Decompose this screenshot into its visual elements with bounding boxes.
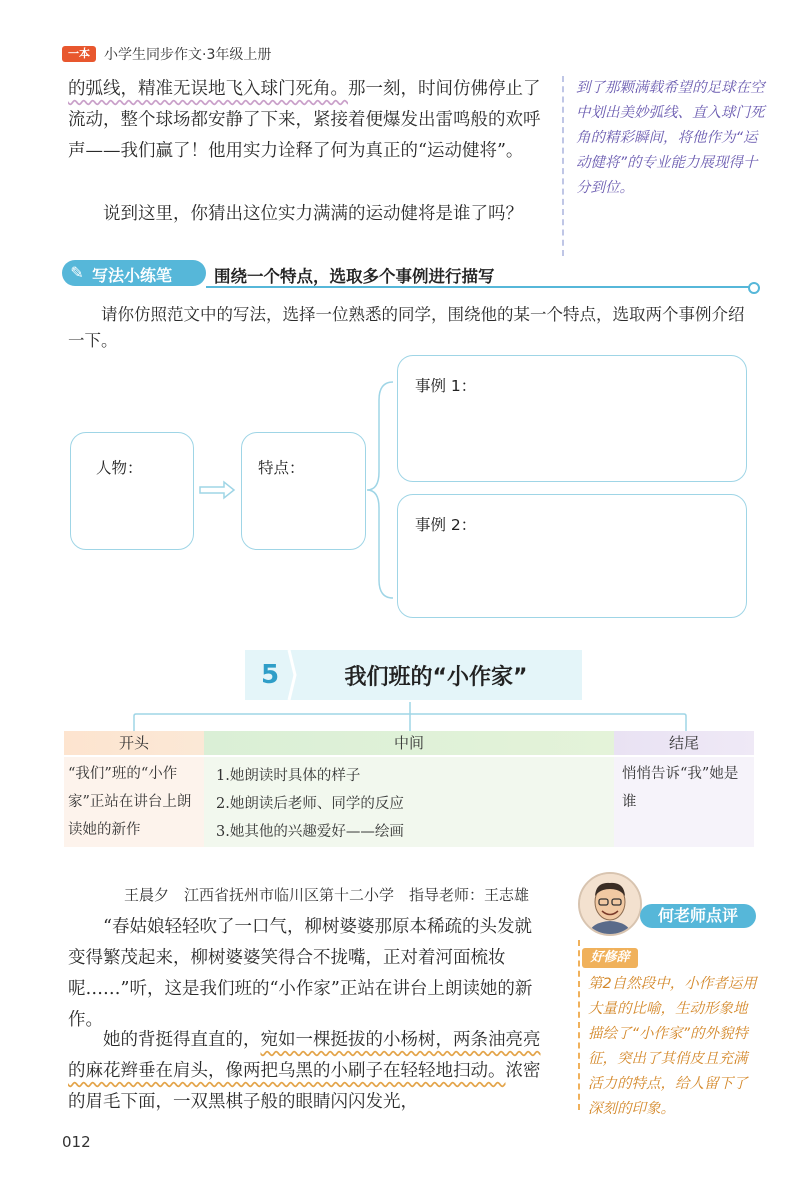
practice-rule-end: [748, 282, 760, 294]
feature-label: 特点：: [258, 459, 305, 477]
opening-text: “我们”班的“小作家”正站在讲台上朗读她的新作: [68, 766, 192, 838]
example-2-label: 事例 2：: [415, 516, 477, 534]
passage-text: 那一刻，时间仿佛停止了流动，整个球场都安静了下来，紧接着便爆发出雷鸣般的欢呼声——我们赢了！他用实力诠释了何为真正的“运动健将”。: [68, 79, 541, 161]
essay-paragraph-1: “春姑娘轻轻吹了一口气，柳树婆婆那原本稀疏的头发就变得繁茂起来，柳树婆婆笑得合不拢嘴，正对着河面梳妆呢……”听，这是我们班的“小作家”正站在讲台上朗读她的新作。: [68, 917, 533, 1030]
practice-rule: [206, 286, 752, 288]
brace-connector: [365, 380, 397, 600]
author-line: 王晨夕 江西省抚州市临川区第十二小学 指导老师：王志雄: [124, 886, 530, 904]
teacher-avatar: [578, 872, 642, 936]
passage-underlined: 的弧线，精准无误地飞入球门死角。: [68, 79, 348, 99]
side-annotation: 到了那颗满载希望的足球在空中划出美妙弧线、直入球门死角的精彩瞬间，将他作为“运动健将”的专业能力展现得十分到位。: [576, 80, 765, 196]
side-divider: [562, 76, 564, 256]
practice-instruction: 请你仿照范文中的写法，选择一位熟悉的同学，围绕他的某一个特点，选取两个事例介绍一下。: [68, 305, 745, 350]
comment-divider: [578, 940, 581, 1110]
person-label: 人物：: [96, 459, 143, 477]
passage-paragraph-2: 说到这里，你猜出这位实力满满的运动健将是谁了吗？: [103, 204, 523, 224]
ending-header: 结尾: [614, 731, 754, 755]
example-1-label: 事例 1：: [415, 377, 477, 395]
double-arrow-icon: [198, 480, 236, 500]
passage-paragraph-1: [68, 74, 548, 167]
practice-title: 围绕一个特点，选取多个事例进行描写: [214, 267, 495, 286]
opening-header: 开头: [64, 731, 204, 755]
person-box[interactable]: [70, 432, 194, 550]
pencil-icon: ✎: [70, 263, 84, 282]
section-number: 5: [260, 660, 280, 690]
comment-text: 第2自然段中，小作者运用大量的比喻，生动形象地描绘了“小作家”的外貌特征，突出了其俏皮且充满活力的特点，给人留下了深刻的印象。: [588, 976, 757, 1117]
middle-item: 3.她其他的兴趣爱好——绘画: [216, 824, 404, 840]
practice-label: 写法小练笔: [92, 266, 173, 285]
essay-text: 她的背挺得直直的，: [103, 1030, 261, 1050]
essay-underlined: 宛如一棵挺拔的小杨树，两条油亮亮的麻花辫垂在肩头，像两把乌黑的小刷子在轻轻地扫动。: [68, 1030, 541, 1081]
ending-text: 悄悄告诉“我”她是谁: [622, 766, 739, 810]
essay-text: 浓密的眉毛下面，一双黑棋子般的眼睛闪闪发光，: [68, 1061, 541, 1112]
middle-header: 中间: [204, 731, 614, 755]
page-number: 012: [62, 1133, 91, 1151]
book-title: 小学生同步作文·3年级上册: [104, 47, 272, 63]
middle-item: 1.她朗读时具体的样子: [216, 768, 361, 784]
middle-item: 2.她朗读后老师、同学的反应: [216, 796, 404, 812]
series-badge: 一本: [62, 46, 96, 62]
comment-title: 何老师点评: [657, 906, 738, 925]
comment-badge: 好修辞: [582, 948, 638, 968]
essay-paragraph-2: [68, 1025, 548, 1118]
teacher-portrait-icon: [580, 874, 640, 934]
section-title: 我们班的“小作家”: [344, 665, 528, 690]
feature-box[interactable]: [241, 432, 366, 550]
